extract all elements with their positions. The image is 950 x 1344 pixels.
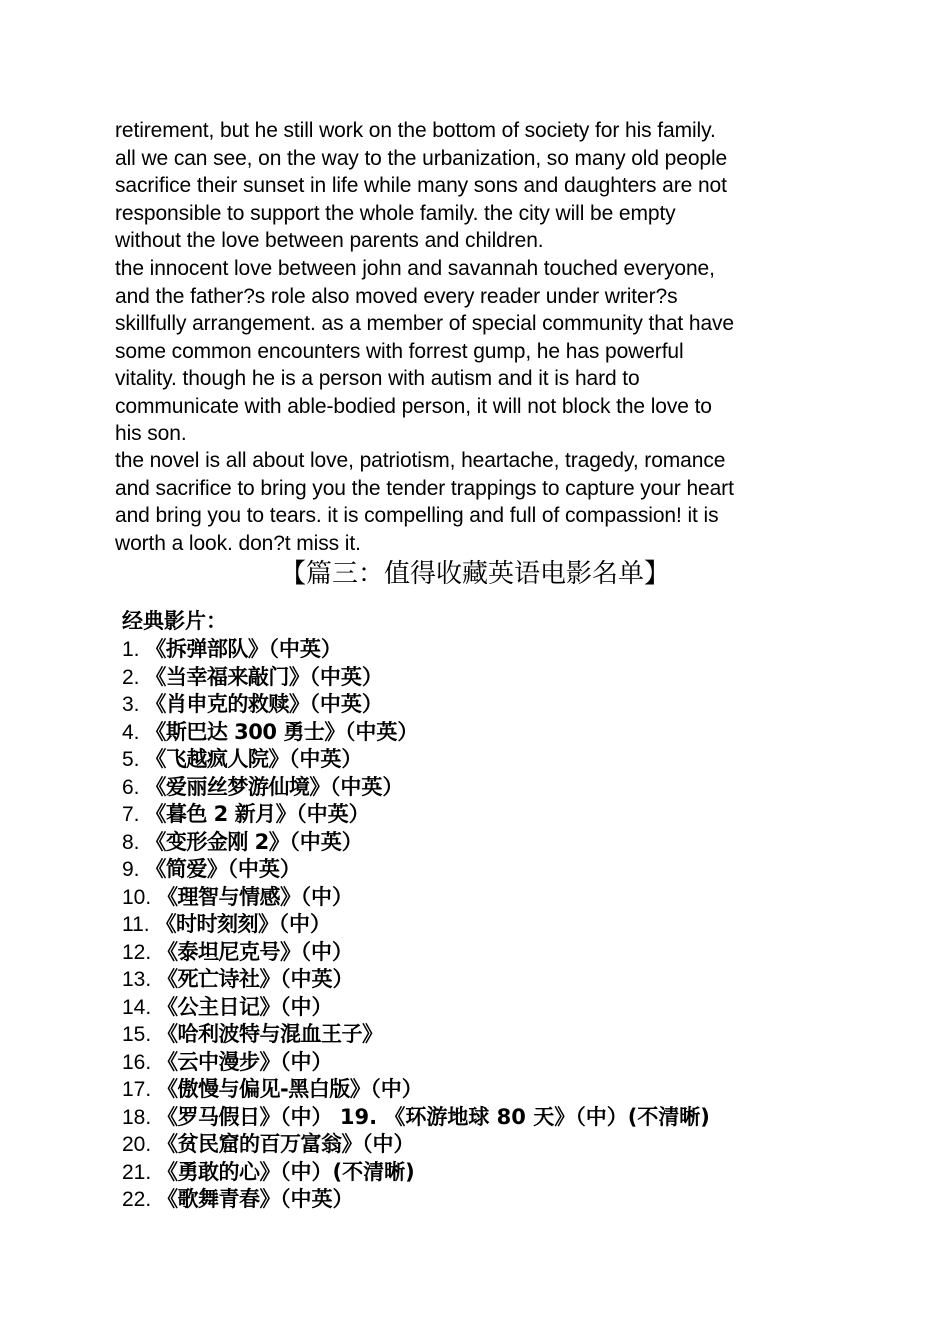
film-list-item — [122, 1131, 710, 1159]
film-title: 《暮色 2 新月》 — [145, 802, 297, 826]
film-number: 2. — [122, 665, 146, 689]
film-number: 13. — [122, 968, 158, 991]
film-extra: 19. 《环游地球 80 天》（中）(不清晰) — [332, 1104, 710, 1129]
film-title: 《爱丽丝梦游仙境》 — [145, 774, 330, 799]
film-title: 《死亡诗社》 — [157, 967, 281, 991]
film-number: 18. — [122, 1105, 158, 1129]
film-list-item — [122, 1049, 710, 1077]
film-number: 16. — [122, 1050, 158, 1074]
film-list-item — [122, 1159, 710, 1187]
film-language: （中） — [362, 1132, 415, 1156]
film-number: 14. — [122, 995, 158, 1019]
category-label: 经典影片： — [122, 609, 227, 633]
paragraph-novel-summary: the novel is all about love, patriotism, heartache, tragedy, romance and sacrifice to bring you the tender trappings to capture your heart and bring you to tears. it is compelling and full of compassion! it is worth a look. don?t miss it. — [115, 449, 734, 555]
film-language: （中） — [300, 884, 354, 909]
film-number: 8. — [122, 830, 146, 854]
film-title: 《飞越疯人院》 — [145, 747, 289, 771]
film-language: （中英） — [309, 664, 383, 689]
film-number: 3. — [122, 693, 146, 716]
film-title: 《公主日记》 — [157, 994, 281, 1019]
film-language: （中英） — [227, 857, 301, 881]
film-list-item — [122, 966, 710, 994]
film-language: （中） — [280, 1104, 333, 1129]
film-language: （中） — [280, 994, 333, 1019]
film-title: 《歌舞青春》 — [157, 1187, 281, 1211]
film-number: 10. — [122, 885, 158, 909]
film-language: （中英） — [289, 829, 363, 854]
film-language: （中英） — [296, 802, 370, 826]
film-language: （中英） — [268, 637, 342, 661]
paragraph-innocent-love: the innocent love between john and savannah touched everyone, and the father?s role also moved every reader under writer?s skillfully arrangement. as a member of special community that have some common encounters with forrest gump, he has powerful vitality. though he is a person with autism and it is hard to communicate with able-bodied person, it will not block the love to his son. — [115, 257, 735, 445]
film-language: （中） — [278, 912, 331, 936]
paragraph-retirement: retirement, but he still work on the bottom of society for his family. all we can see, on the way to the urbanization, so many old people sacrifice their sunset in life while many sons and daughters are not responsible to support the whole family. the city will be empty without the love between parents and children. — [115, 119, 728, 252]
film-title: 《泰坦尼克号》 — [157, 939, 301, 964]
film-language: （中英） — [280, 1187, 354, 1211]
film-number: 12. — [122, 940, 158, 964]
film-list-item — [122, 994, 710, 1022]
film-list-item — [122, 746, 710, 774]
film-list-item — [122, 1021, 710, 1049]
film-number: 11. — [122, 913, 156, 936]
section-title: 【篇三：值得收藏英语电影名单】 — [279, 559, 670, 589]
film-title: 《傲慢与偏见-黑白版》 — [157, 1077, 371, 1101]
film-list-item — [122, 774, 710, 802]
film-list-item — [122, 829, 710, 857]
film-language: （中英） — [280, 967, 354, 991]
film-number: 20. — [122, 1133, 158, 1156]
film-list-item — [122, 719, 710, 747]
film-language: （中英） — [344, 719, 419, 744]
film-language: （中） — [280, 1049, 333, 1074]
film-list-item — [122, 691, 710, 719]
film-number: 17. — [122, 1078, 158, 1101]
film-language: （中英） — [288, 747, 363, 771]
film-list-item — [122, 801, 710, 829]
film-list-item — [122, 664, 710, 692]
film-title: 《简爱》 — [145, 857, 228, 881]
film-list-item — [122, 1076, 710, 1104]
film-title: 《云中漫步》 — [157, 1049, 281, 1074]
film-extra: (不清晰) — [332, 1159, 415, 1184]
film-title: 《罗马假日》 — [157, 1104, 281, 1129]
film-title: 《当幸福来敲门》 — [145, 664, 310, 689]
film-title: 《变形金刚 2》 — [145, 829, 290, 854]
film-number: 1. — [122, 638, 146, 661]
film-number: 21. — [122, 1160, 158, 1184]
film-title: 《哈利波特与混血王子》 — [157, 1022, 383, 1046]
film-list-item — [122, 884, 710, 912]
film-language: （中） — [300, 939, 354, 964]
film-number: 7. — [122, 803, 146, 826]
film-title: 《勇敢的心》 — [157, 1159, 281, 1184]
film-title: 《贫民窟的百万富翁》 — [157, 1132, 363, 1156]
film-number: 22. — [122, 1188, 158, 1211]
film-title: 《斯巴达 300 勇士》 — [145, 719, 345, 744]
film-list-item — [122, 911, 710, 939]
film-list-item — [122, 939, 710, 967]
film-number: 9. — [122, 858, 146, 881]
film-number: 6. — [122, 775, 146, 799]
film-list-item — [122, 1104, 710, 1132]
film-title: 《时时刻刻》 — [155, 912, 279, 936]
film-list-item — [122, 1186, 710, 1214]
film-language: （中英） — [329, 774, 404, 799]
film-language: （中英） — [309, 692, 383, 716]
film-language: （中） — [370, 1077, 423, 1101]
film-list — [122, 636, 710, 1214]
film-number: 4. — [122, 720, 146, 744]
film-list-item — [122, 636, 710, 664]
film-list-item — [122, 856, 710, 884]
film-number: 5. — [122, 748, 146, 771]
film-number: 15. — [122, 1023, 158, 1046]
film-title: 《拆弹部队》 — [145, 637, 269, 661]
film-title: 《理智与情感》 — [157, 884, 301, 909]
film-title: 《肖申克的救赎》 — [145, 692, 310, 716]
film-language: （中） — [280, 1159, 333, 1184]
